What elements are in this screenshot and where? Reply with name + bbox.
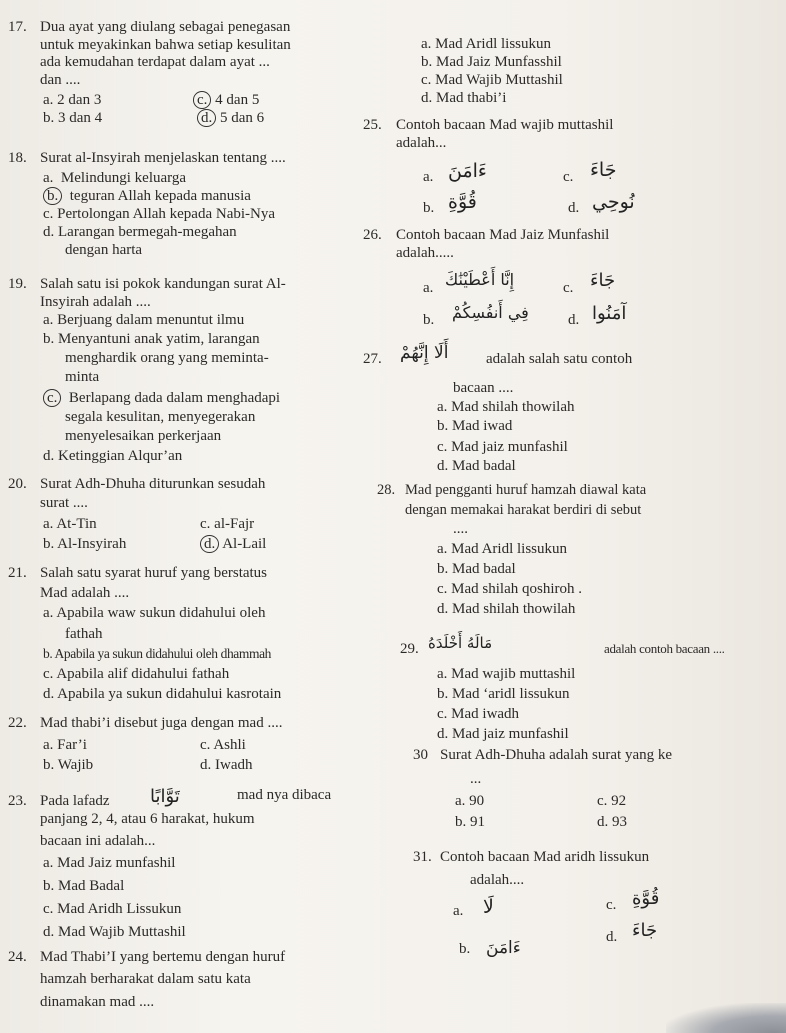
q30-stem-line2: ...: [470, 771, 482, 787]
q27-option-a[interactable]: a. Mad shilah thowilah: [437, 399, 575, 415]
q21-option-a[interactable]: a. Apabila waw sukun didahului oleh: [43, 605, 266, 621]
q24-stem-line2: hamzah berharakat dalam satu kata: [40, 971, 251, 987]
q26-number: 26.: [363, 227, 382, 243]
q17r-option-b[interactable]: b. Mad Jaiz Munfasshil: [421, 54, 562, 70]
q17r-option-d[interactable]: d. Mad thabi’i: [421, 90, 507, 106]
q20-option-a[interactable]: a. At-Tin: [43, 516, 97, 532]
q19-option-c[interactable]: c. Berlapang dada dalam menghadapi: [43, 391, 280, 406]
q20-option-b[interactable]: b. Al-Insyirah: [43, 536, 127, 552]
q26-option-b[interactable]: b.: [423, 312, 435, 328]
q19-option-d[interactable]: d. Ketinggian Alqur’an: [43, 448, 183, 464]
q29-option-d[interactable]: d. Mad jaiz munfashil: [437, 726, 569, 742]
q20-stem-line1: Surat Adh-Dhuha diturunkan sesudah: [40, 476, 266, 492]
q18-option-b[interactable]: b. teguran Allah kepada manusia: [43, 189, 251, 204]
q30-option-b[interactable]: b. 91: [455, 814, 485, 830]
q23-stem-line3: bacaan ini adalah...: [40, 833, 156, 849]
q23-number: 23.: [8, 793, 27, 809]
hand-shadow: [666, 1003, 786, 1033]
q21-option-b[interactable]: b. Apabila ya sukun didahului oleh dhammah: [43, 646, 272, 661]
q26-option-d-arabic: آمَنُوا: [592, 303, 627, 324]
q17-option-d[interactable]: d. 5 dan 6: [197, 111, 264, 126]
q17-stem-line3: ada kemudahan terdapat dalam ayat ...: [40, 54, 270, 70]
q31-option-a[interactable]: a.: [453, 903, 464, 919]
q20-option-c[interactable]: c. al-Fajr: [200, 516, 255, 532]
q19-option-b-line2: menghardik orang yang meminta-: [65, 350, 269, 366]
q31-number: 31.: [413, 849, 432, 865]
q24-stem-line1: Mad Thabi’I yang bertemu dengan huruf: [40, 949, 286, 965]
q18-option-d-line2: dengan harta: [65, 242, 143, 258]
q28-option-d[interactable]: d. Mad shilah thowilah: [437, 601, 576, 617]
q30-number: 30: [413, 747, 428, 763]
q29-arabic: مَالَهُ أَخْلَدَهُ: [428, 634, 493, 652]
answer-circle-mark: c.: [43, 389, 61, 407]
q17r-option-a[interactable]: a. Mad Aridl lissukun: [421, 36, 551, 52]
q25-option-a-arabic: ءَامَنَ: [448, 160, 487, 182]
q26-stem-line2: adalah.....: [396, 245, 454, 261]
q30-option-c[interactable]: c. 92: [597, 793, 627, 809]
q26-stem-line1: Contoh bacaan Mad Jaiz Munfashil: [396, 227, 610, 243]
q28-stem-line2: dengan memakai harakat berdiri di sebut: [405, 502, 642, 518]
q25-option-b-arabic: قُوَّةِ: [448, 191, 477, 213]
q30-option-d[interactable]: d. 93: [597, 814, 627, 830]
q27-option-d[interactable]: d. Mad badal: [437, 458, 516, 474]
q17-option-c[interactable]: c. 4 dan 5: [193, 93, 259, 108]
q29-option-a[interactable]: a. Mad wajib muttashil: [437, 666, 576, 682]
q19-option-c-line3: menyelesaikan perkerjaan: [65, 428, 222, 444]
answer-circle-mark: b.: [43, 187, 62, 205]
q19-stem-line2: Insyirah adalah ....: [40, 294, 151, 310]
q17r-option-c[interactable]: c. Mad Wajib Muttashil: [421, 72, 563, 88]
q19-stem-line1: Salah satu isi pokok kandungan surat Al-: [40, 276, 286, 292]
q31-option-a-arabic: لَا: [483, 896, 494, 918]
q29-option-c[interactable]: c. Mad iwadh: [437, 706, 520, 722]
q17-option-b[interactable]: b. 3 dan 4: [43, 110, 103, 126]
q27-stem: adalah salah satu contoh: [486, 351, 633, 367]
q27-stem-line2: bacaan ....: [453, 380, 514, 396]
q29-stem: adalah contoh bacaan ....: [604, 641, 725, 656]
q21-number: 21.: [8, 565, 27, 581]
q25-number: 25.: [363, 117, 382, 133]
q24-number: 24.: [8, 949, 27, 965]
q18-number: 18.: [8, 150, 27, 166]
q28-option-c[interactable]: c. Mad shilah qoshiroh .: [437, 581, 582, 597]
q29-option-b[interactable]: b. Mad ‘aridl lissukun: [437, 686, 570, 702]
q18-stem: Surat al-Insyirah menjelaskan tentang ....: [40, 150, 286, 166]
q25-option-c[interactable]: c.: [563, 169, 574, 185]
q26-option-d[interactable]: d.: [568, 312, 580, 328]
q19-option-c-line2: segala kesulitan, menyegerakan: [65, 409, 256, 425]
q22-stem: Mad thabi’i disebut juga dengan mad ....: [40, 715, 283, 731]
q23-arabic-word: تَوَّابًا: [150, 786, 180, 807]
q26-option-a-arabic: إِنَّا أَعْطَيْنَٰكَ: [445, 270, 515, 289]
q22-option-c[interactable]: c. Ashli: [200, 737, 246, 753]
answer-circle-mark: c.: [193, 91, 211, 109]
q18-option-a[interactable]: a. Melindungi keluarga: [43, 170, 187, 186]
q30-option-a[interactable]: a. 90: [455, 793, 485, 809]
q30-stem: Surat Adh-Dhuha adalah surat yang ke: [440, 747, 673, 763]
q31-option-b-arabic: ءَامَنَ: [486, 938, 521, 958]
q28-number: 28.: [377, 482, 396, 498]
answer-circle-mark: d.: [200, 535, 219, 553]
q26-option-a[interactable]: a.: [423, 280, 434, 296]
q19-option-a[interactable]: a. Berjuang dalam menuntut ilmu: [43, 312, 245, 328]
q19-option-b[interactable]: b. Menyantuni anak yatim, larangan: [43, 331, 260, 347]
q31-option-d[interactable]: d.: [606, 929, 618, 945]
q17-stem-line2: untuk meyakinkan bahwa setiap kesulitan: [40, 37, 291, 53]
q23-stem-pre: Pada lafadz: [40, 793, 110, 809]
q24-stem-line3: dinamakan mad ....: [40, 994, 155, 1010]
q25-stem-line1: Contoh bacaan Mad wajib muttashil: [396, 117, 614, 133]
q31-option-b[interactable]: b.: [459, 941, 471, 957]
q17-stem-line4: dan ....: [40, 72, 81, 88]
q25-option-d-arabic: نُوحِي: [592, 191, 635, 213]
q18-option-d[interactable]: d. Larangan bermegah-megahan: [43, 224, 237, 240]
q31-option-c-arabic: قُوَّةِ: [632, 888, 660, 909]
q31-option-d-arabic: جَاءَ: [632, 920, 658, 941]
q21-option-d[interactable]: d. Apabila ya sukun didahului kasrotain: [43, 686, 282, 702]
q28-stem-line3: ....: [453, 521, 468, 537]
q25-option-b[interactable]: b.: [423, 200, 435, 216]
q26-option-c-arabic: جَاءَ: [590, 270, 616, 291]
q22-option-d[interactable]: d. Iwadh: [200, 757, 253, 773]
q23-option-c[interactable]: c. Mad Aridh Lissukun: [43, 901, 182, 917]
q20-number: 20.: [8, 476, 27, 492]
q25-option-a[interactable]: a.: [423, 169, 434, 185]
q19-number: 19.: [8, 276, 27, 292]
q17-stem-line1: Dua ayat yang diulang sebagai penegasan: [40, 19, 291, 35]
q26-option-c[interactable]: c.: [563, 280, 574, 296]
q20-stem-line2: surat ....: [40, 495, 88, 511]
q17-number: 17.: [8, 19, 27, 35]
q27-option-b[interactable]: b. Mad iwad: [437, 418, 513, 434]
q18-option-c[interactable]: c. Pertolongan Allah kepada Nabi-Nya: [43, 206, 276, 222]
q27-option-c[interactable]: c. Mad jaiz munfashil: [437, 439, 568, 455]
q22-option-a[interactable]: a. Far’i: [43, 737, 87, 753]
q23-stem-post: mad nya dibaca: [237, 787, 332, 803]
q20-option-d[interactable]: d. Al-Lail: [200, 537, 266, 552]
q23-option-b[interactable]: b. Mad Badal: [43, 878, 125, 894]
q21-option-a-line2: fathah: [65, 626, 103, 642]
q17-option-a[interactable]: a. 2 dan 3: [43, 92, 102, 108]
q19-option-b-line3: minta: [65, 369, 100, 385]
q25-option-d[interactable]: d.: [568, 200, 580, 216]
q28-option-a[interactable]: a. Mad Aridl lissukun: [437, 541, 567, 557]
answer-circle-mark: d.: [197, 109, 216, 127]
q21-stem-line2: Mad adalah ....: [40, 585, 130, 601]
q25-option-c-arabic: جَاءَ: [590, 159, 617, 181]
q28-stem-line1: Mad pengganti huruf hamzah diawal kata: [405, 482, 647, 498]
q31-stem-line2: adalah....: [470, 872, 525, 888]
q21-stem-line1: Salah satu syarat huruf yang berstatus: [40, 565, 268, 581]
q23-option-d[interactable]: d. Mad Wajib Muttashil: [43, 924, 186, 940]
q26-option-b-arabic: فِي أَنفُسِكُمْ: [452, 303, 529, 322]
q27-arabic: أَلَا إِنَّهُمْ: [400, 343, 449, 363]
q22-number: 22.: [8, 715, 27, 731]
q23-stem-line2: panjang 2, 4, atau 6 harakat, hukum: [40, 811, 255, 827]
q25-stem-line2: adalah...: [396, 135, 447, 151]
q22-option-b[interactable]: b. Wajib: [43, 757, 94, 773]
q31-stem-line1: Contoh bacaan Mad aridh lissukun: [440, 849, 650, 865]
q28-option-b[interactable]: b. Mad badal: [437, 561, 516, 577]
q31-option-c[interactable]: c.: [606, 897, 617, 913]
q29-number: 29.: [400, 641, 419, 657]
q27-number: 27.: [363, 351, 382, 367]
q21-option-c[interactable]: c. Apabila alif didahului fathah: [43, 666, 230, 682]
q23-option-a[interactable]: a. Mad Jaiz munfashil: [43, 855, 176, 871]
